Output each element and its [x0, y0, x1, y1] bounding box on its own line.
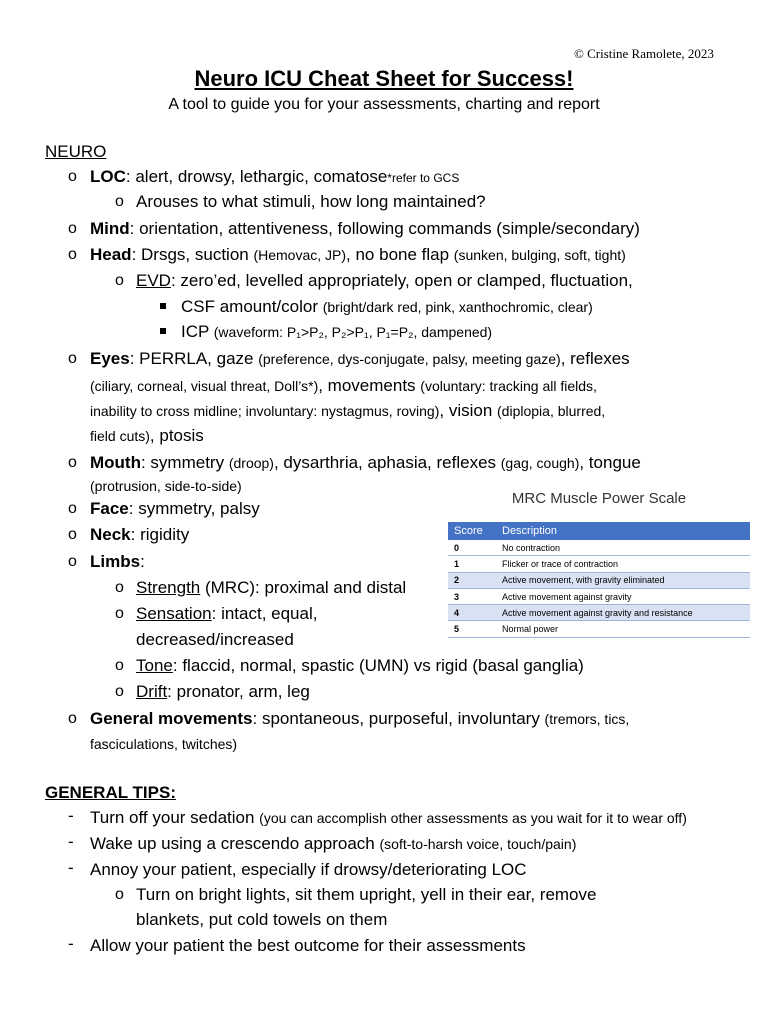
bullet-mouth: o: [68, 454, 77, 471]
eyes-l3b: , vision: [439, 401, 498, 420]
mind-label: Mind: [90, 219, 130, 238]
limbs-text: :: [140, 552, 145, 571]
bullet-loc: o: [68, 168, 77, 185]
bullet-sensation: o: [115, 605, 124, 622]
mrc-description: Flicker or trace of contraction: [496, 556, 750, 572]
face-line: [90, 497, 260, 521]
eyes-l3a: inability to cross midline; involuntary: nystagmus, roving): [90, 403, 440, 419]
neuro-heading: NEURO: [45, 142, 107, 161]
bullet-icp: [160, 328, 166, 334]
mrc-title: MRC Muscle Power Scale: [511, 490, 687, 507]
mrc-score: 2: [448, 572, 496, 588]
mouth-l1b: (droop): [228, 455, 274, 471]
csf-line: [181, 295, 593, 319]
eyes-l3c: (diplopia, blurred,: [497, 403, 606, 419]
bullet-tip-2: -: [68, 832, 74, 851]
arouses-line: Arouses to what stimuli, how long maintained?: [136, 192, 486, 211]
eyes-label: Eyes: [90, 349, 130, 368]
gm-label: General movements: [90, 709, 253, 728]
tip-2: [90, 832, 576, 856]
bullet-face: o: [68, 500, 77, 517]
table-row: [448, 605, 750, 621]
tone-label: Tone: [136, 656, 173, 675]
bullet-mind: o: [68, 220, 77, 237]
loc-text: : alert, drowsy, lethargic, comatose: [125, 167, 388, 186]
icp-line: [181, 320, 492, 344]
face-label: Face: [90, 499, 129, 518]
sensation-line: [136, 602, 317, 626]
table-row: [448, 572, 750, 588]
bullet-csf: [160, 303, 166, 309]
gm-text: : spontaneous, purposeful, involuntary: [252, 709, 545, 728]
mind-line: [90, 217, 640, 241]
tip-1: [90, 806, 687, 830]
eyes-l2c: (voluntary: tracking all fields,: [420, 378, 597, 394]
eyes-line-3: [90, 399, 605, 423]
strength-text: (MRC): proximal and distal: [200, 578, 407, 597]
page-subtitle: A tool to guide you for your assessments, charting and report: [168, 96, 600, 113]
bullet-limbs: o: [68, 553, 77, 570]
head-note1: (Hemovac, JP): [253, 247, 347, 263]
loc-label: LOC: [90, 167, 126, 186]
evd-label: EVD: [136, 271, 171, 290]
bullet-tip-1: -: [68, 806, 74, 825]
table-row: [448, 556, 750, 572]
mrc-description: No contraction: [496, 540, 750, 556]
table-row: [448, 621, 750, 637]
drift-line: [136, 680, 310, 704]
eyes-l1a: : PERRLA, gaze: [129, 349, 259, 368]
copyright: © Cristine Ramolete, 2023: [574, 46, 714, 61]
loc-note: *refer to GCS: [387, 171, 460, 185]
sensation-line-2: decreased/increased: [136, 630, 294, 649]
face-text: : symmetry, palsy: [128, 499, 260, 518]
tip-3: Annoy your patient, especially if drowsy/deteriorating LOC: [90, 860, 527, 879]
loc-line: [90, 165, 459, 190]
bullet-tip-4: -: [68, 934, 74, 953]
neck-line: [90, 523, 189, 547]
bullet-head: o: [68, 246, 77, 263]
mrc-header-description: Description: [496, 522, 750, 540]
eyes-l1c: , reflexes: [560, 349, 630, 368]
limbs-line: [90, 550, 145, 574]
eyes-l4a: field cuts): [90, 428, 150, 444]
page-title-text: Neuro ICU Cheat Sheet for Success!: [194, 66, 574, 91]
mouth-line-2: (protrusion, side-to-side): [90, 478, 242, 494]
neck-label: Neck: [90, 525, 131, 544]
tip-3-sub-1: Turn on bright lights, sit them upright, yell in their ear, remove: [136, 885, 597, 904]
mrc-description: Active movement, with gravity eliminated: [496, 572, 750, 588]
icp-text: ICP: [181, 322, 214, 341]
strength-label: Strength: [136, 578, 201, 597]
eyes-l2a: (ciliary, corneal, visual threat, Doll’s*): [90, 378, 319, 394]
bullet-strength: o: [115, 579, 124, 596]
tone-text: : flaccid, normal, spastic (UMN) vs rigid (basal ganglia): [172, 656, 584, 675]
bullet-drift: o: [115, 683, 124, 700]
mrc-score: 1: [448, 556, 496, 572]
mrc-score: 5: [448, 621, 496, 637]
mouth-l1d: (gag, cough): [500, 455, 580, 471]
mrc-score: 0: [448, 540, 496, 556]
limbs-label: Limbs: [90, 552, 141, 571]
mouth-l1a: : symmetry: [140, 453, 229, 472]
bullet-eyes: o: [68, 350, 77, 367]
tip-2-note: (soft-to-harsh voice, touch/pain): [379, 836, 577, 852]
sensation-text: : intact, equal,: [211, 604, 318, 623]
mrc-description: Active movement against gravity: [496, 588, 750, 604]
bullet-arouses: o: [115, 193, 124, 210]
mind-text: : orientation, attentiveness, following commands (simple/secondary): [129, 219, 640, 238]
table-row: [448, 588, 750, 604]
mrc-score: 4: [448, 605, 496, 621]
evd-line: [136, 269, 633, 293]
tip-1-text: Turn off your sedation: [90, 808, 260, 827]
eyes-l2b: , movements: [318, 376, 421, 395]
mrc-description: Normal power: [496, 621, 750, 637]
bullet-general-movements: o: [68, 710, 77, 727]
table-row: [448, 540, 750, 556]
eyes-line-4: [90, 424, 204, 448]
bullet-tip-3: -: [68, 858, 74, 877]
eyes-line-2: [90, 374, 597, 398]
strength-line: [136, 576, 406, 600]
tip-1-note: (you can accomplish other assessments as you wait for it to wear off): [259, 810, 687, 826]
bullet-tip-3-sub: o: [115, 886, 124, 903]
mrc-header-score: Score: [448, 522, 496, 540]
csf-text: CSF amount/color: [181, 297, 323, 316]
mrc-scale: [446, 486, 752, 635]
mrc-header-row: [448, 522, 750, 540]
head-note2: (sunken, bulging, soft, tight): [453, 247, 626, 263]
mouth-line-1: [90, 451, 641, 475]
head-text1: : Drsgs, suction: [131, 245, 254, 264]
head-label: Head: [90, 245, 132, 264]
gm-note: (tremors, tics,: [544, 711, 630, 727]
tips-heading: GENERAL TIPS:: [45, 783, 176, 802]
tip-2-text: Wake up using a crescendo approach: [90, 834, 380, 853]
eyes-l1b: (preference, dys-conjugate, palsy, meeting gaze): [258, 351, 561, 367]
evd-text: : zero’ed, levelled appropriately, open or clamped, fluctuation,: [170, 271, 633, 290]
mrc-description: Active movement against gravity and resistance: [496, 605, 750, 621]
bullet-evd: o: [115, 272, 124, 289]
mouth-l1c: , dysarthria, aphasia, reflexes: [273, 453, 501, 472]
mouth-label: Mouth: [90, 453, 141, 472]
page-title: [0, 66, 768, 92]
neck-text: : rigidity: [130, 525, 190, 544]
head-line: [90, 243, 626, 267]
tone-line: [136, 654, 584, 678]
eyes-l4b: , ptosis: [149, 426, 204, 445]
eyes-line-1: [90, 347, 630, 371]
csf-note: (bright/dark red, pink, xanthochromic, clear): [322, 299, 593, 315]
bullet-tone: o: [115, 657, 124, 674]
drift-label: Drift: [136, 682, 168, 701]
mouth-l1e: , tongue: [579, 453, 641, 472]
bullet-neck: o: [68, 526, 77, 543]
general-movements-line-2: fasciculations, twitches): [90, 736, 238, 752]
mrc-table: [448, 522, 750, 638]
general-movements-line: [90, 707, 629, 731]
icp-note: (waveform: P₁>P₂, P₂>P₁, P₁=P₂, dampened): [213, 324, 493, 340]
head-text2: , no bone flap: [346, 245, 454, 264]
sensation-label: Sensation: [136, 604, 212, 623]
drift-text: : pronator, arm, leg: [167, 682, 310, 701]
mrc-score: 3: [448, 588, 496, 604]
tip-4: Allow your patient the best outcome for their assessments: [90, 936, 526, 955]
tip-3-sub-2: blankets, put cold towels on them: [136, 910, 388, 929]
